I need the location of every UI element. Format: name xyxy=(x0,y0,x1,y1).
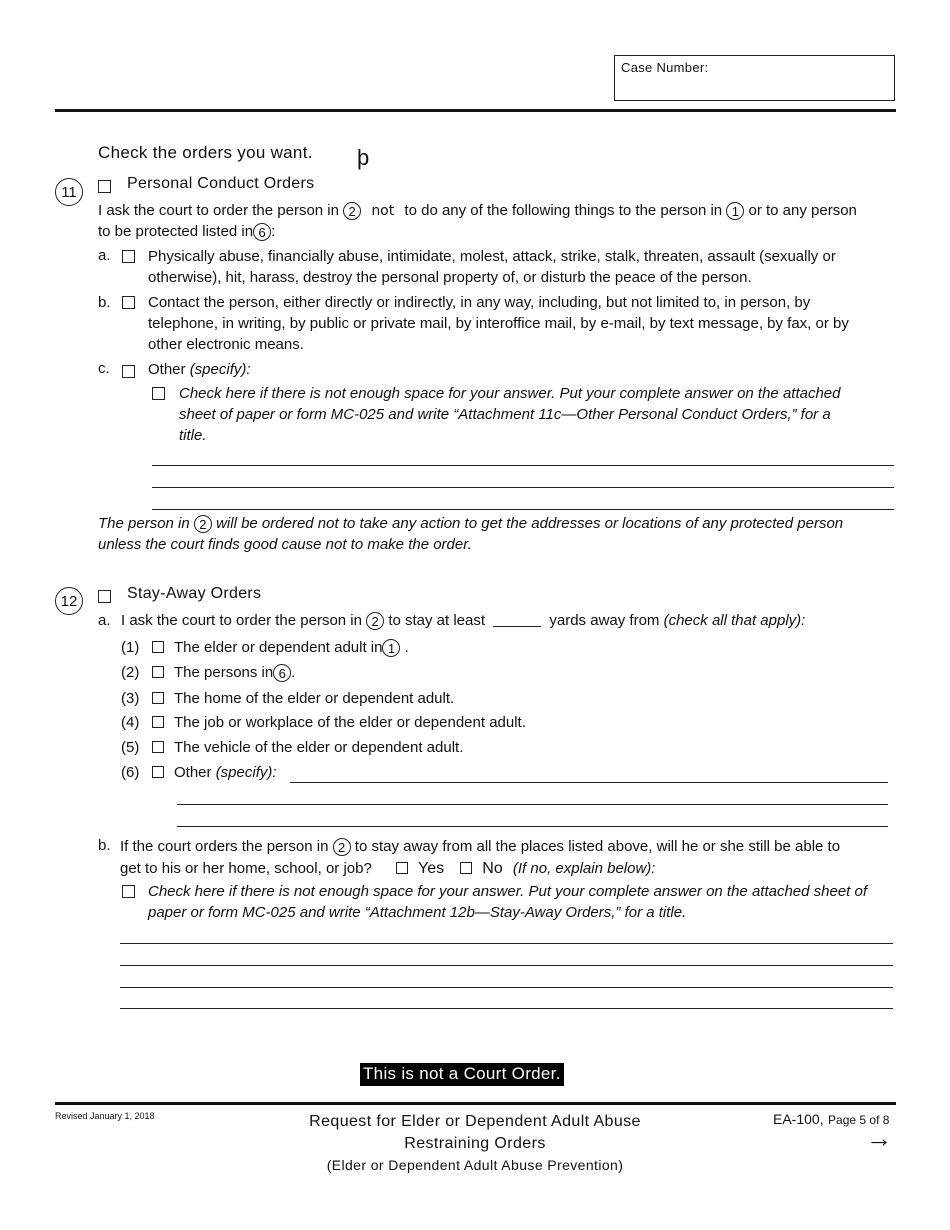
ref-item-1: 1 xyxy=(726,202,744,220)
s12a-item-6: (6) Other (specify): xyxy=(121,764,277,781)
form-title: Request for Elder or Dependent Adult Abuse Restraining Orders (Elder or Dependent Adult Abuse Prevention) xyxy=(309,1113,641,1173)
item-11c-checkbox[interactable] xyxy=(122,365,135,378)
s12a-item-5: (5) The vehicle of the elder or dependent adult. xyxy=(121,739,464,756)
ref-item-1: 1 xyxy=(382,639,400,657)
personal-conduct-checkbox[interactable] xyxy=(98,180,111,193)
personal-conduct-title: Personal Conduct Orders xyxy=(127,175,315,192)
not-court-order-banner: This is not a Court Order. xyxy=(360,1063,564,1086)
s12b-answer-line-1[interactable] xyxy=(120,943,893,944)
s12b-answer-line-4[interactable] xyxy=(120,1008,893,1009)
ref-item-2: 2 xyxy=(366,612,384,630)
ref-item-6: 6 xyxy=(273,664,291,682)
section-11-number: 11 xyxy=(55,178,83,206)
yes-checkbox[interactable] xyxy=(396,862,408,874)
s12a-text: I ask the court to order the person in 2 to stay at least yards away from (check all that apply): xyxy=(121,612,806,630)
item-11c-answer-line-3[interactable] xyxy=(152,509,894,510)
revised-date: Revised January 1, 2018 xyxy=(55,1111,155,1121)
s12a-item-1: (1) The elder or dependent adult in 1 . xyxy=(121,639,409,657)
s12b-attachment-text: Check here if there is not enough space for your answer. Put your complete answer on the attached sheet of paper or form MC-025 and write “Attachment 12b—Stay-Away Orders,” for a title. xyxy=(148,883,868,921)
s12a-item-4: (4) The job or workplace of the elder or dependent adult. xyxy=(121,714,526,731)
s12b-line-2: get to his or her home, school, or job? Yes No (If no, explain below): xyxy=(120,860,656,877)
ref-item-2: 2 xyxy=(194,515,212,533)
item-11c-answer-line-2[interactable] xyxy=(152,487,894,488)
s12b-answer-line-2[interactable] xyxy=(120,965,893,966)
no-checkbox[interactable] xyxy=(460,862,472,874)
item-11a-text: Physically abuse, financially abuse, intimidate, molest, attack, strike, stalk, threaten, assault (sexually or otherwise), hit, harass, destroy the personal property of, or disturb the peace of the person. xyxy=(148,248,836,286)
form-id-page: EA-100, Page 5 of 8 xyxy=(773,1111,890,1127)
s11-note: The person in 2 will be ordered not to take any action to get the addresses or locations of any protected person unless the court finds good cause not to make the order. xyxy=(98,515,844,553)
item-11c-attachment-text: Check here if there is not enough space for your answer. Put your complete answer on the attached sheet of paper or form MC-025 and write “Attachment 11c—Other Personal Conduct Orders,” for a title. xyxy=(179,385,841,444)
item-11c-answer-line-1[interactable] xyxy=(152,465,894,466)
s12a-item-1-checkbox[interactable] xyxy=(152,641,164,653)
stray-mark: þ xyxy=(357,145,370,170)
check-orders-heading: Check the orders you want. xyxy=(98,143,313,162)
header-rule xyxy=(55,109,896,112)
case-number-label: Case Number: xyxy=(621,60,709,75)
item-c-label: c. xyxy=(98,360,110,377)
item-a-label: a. xyxy=(98,247,111,264)
s12b-label: b. xyxy=(98,837,111,854)
s12a-item-3-checkbox[interactable] xyxy=(152,692,164,704)
item-11c-other: Other (specify): xyxy=(148,361,251,378)
s12a-item-6-checkbox[interactable] xyxy=(152,766,164,778)
section-12-number: 12 xyxy=(55,587,83,615)
s11-ask-line-2: to be protected listed in 6 : xyxy=(98,223,276,241)
item-b-label: b. xyxy=(98,294,111,311)
s12a-item-2-checkbox[interactable] xyxy=(152,666,164,678)
footer-rule xyxy=(55,1102,896,1105)
s12a-item-4-checkbox[interactable] xyxy=(152,716,164,728)
s12a-item-5-checkbox[interactable] xyxy=(152,741,164,753)
item-11b-text: Contact the person, either directly or indirectly, in any way, including, but not limited to, in person, by telephone, in writing, by public or private mail, by interoffice mail, by e-mail, by text message, by fax, or by other electronic means. xyxy=(148,294,849,353)
ref-item-2: 2 xyxy=(333,838,351,856)
s12a-item-3: (3) The home of the elder or dependent adult. xyxy=(121,690,455,707)
stay-away-checkbox[interactable] xyxy=(98,590,111,603)
ref-item-2: 2 xyxy=(343,202,361,220)
s12b-answer-line-3[interactable] xyxy=(120,987,893,988)
s12a-other-line-3[interactable] xyxy=(177,826,888,827)
s12a-other-line-2[interactable] xyxy=(177,804,888,805)
s12b-attachment-checkbox[interactable] xyxy=(122,885,135,898)
ref-item-6: 6 xyxy=(253,223,271,241)
item-11b-checkbox[interactable] xyxy=(122,296,135,309)
next-page-arrow-icon: → xyxy=(866,1123,892,1153)
item-11a-checkbox[interactable] xyxy=(122,250,135,263)
case-number-box[interactable] xyxy=(614,55,895,101)
s12b-line-1: If the court orders the person in 2 to stay away from all the places listed above, will he or she still be able to xyxy=(120,838,841,856)
item-11c-attachment-checkbox[interactable] xyxy=(152,387,165,400)
s11-ask-line-1: I ask the court to order the person in 2 not to do any of the following things to the person in 1 or to any person xyxy=(98,202,857,220)
yards-input[interactable] xyxy=(493,612,541,627)
stay-away-title: Stay-Away Orders xyxy=(127,585,262,602)
s12a-item-2: (2) The persons in 6 . xyxy=(121,664,296,682)
s12a-label: a. xyxy=(98,612,111,629)
s12a-other-line-1[interactable] xyxy=(290,782,888,783)
